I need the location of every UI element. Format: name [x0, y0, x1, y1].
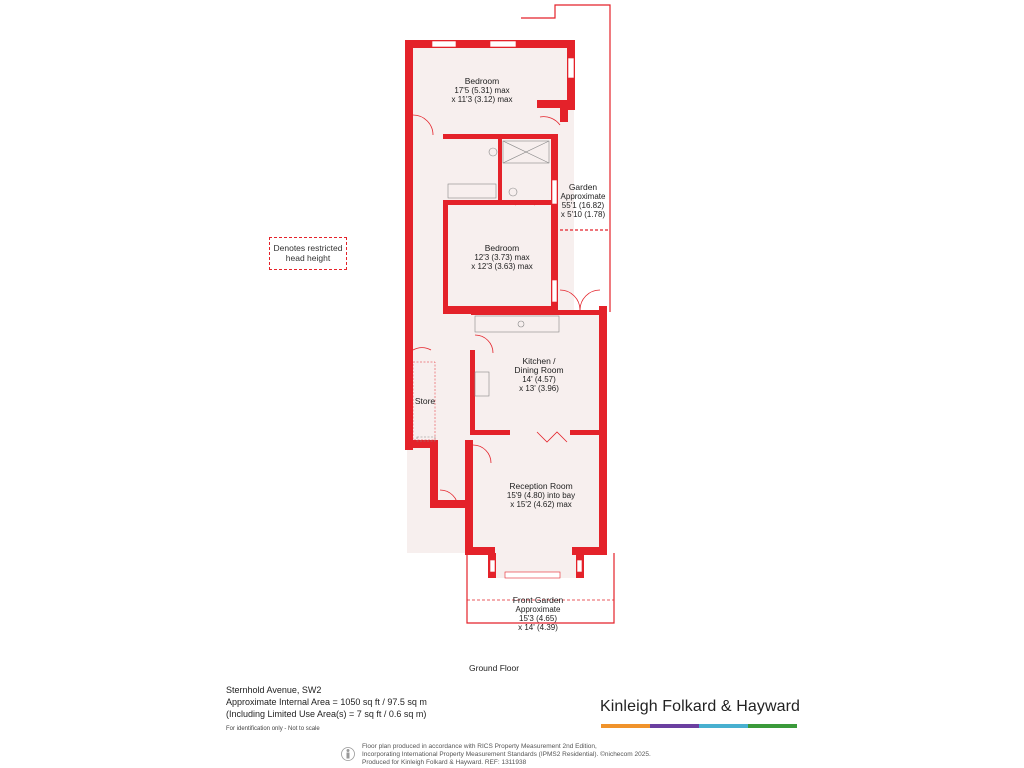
front-garden-name1: Front Garden — [512, 595, 564, 605]
kitchen-name2: Dining Room — [514, 365, 564, 375]
reception-dim2: x 15'2 (4.62) max — [510, 500, 572, 509]
internal-area: Approximate Internal Area = 1050 sq ft / 97.5 sq m — [226, 697, 427, 707]
front-garden-dim1: 15'3 (4.65) — [519, 614, 557, 623]
footer-line1: Floor plan produced in accordance with RICS Property Measurement 2nd Edition, — [362, 743, 597, 750]
floor-label: Ground Floor — [469, 663, 520, 673]
footer-text — [362, 743, 651, 767]
garden-name1: Garden — [568, 182, 598, 192]
bedroom2-dim1: 12'3 (3.73) max — [474, 253, 530, 262]
bedroom1-dim2: x 11'3 (3.12) max — [451, 95, 513, 104]
person-icon — [341, 743, 355, 765]
property-info — [226, 684, 427, 735]
garden-dim2: x 5'10 (1.78) — [560, 210, 606, 219]
bedroom1-dim1: 17'5 (5.31) max — [454, 86, 510, 95]
store-name: Store — [414, 396, 436, 406]
kitchen-dim1: 14' (4.57) — [522, 375, 556, 384]
bedroom2-dim2: x 12'3 (3.63) max — [471, 262, 533, 271]
front-garden-name2: Approximate — [515, 605, 561, 614]
bedroom2-name: Bedroom — [484, 243, 520, 253]
garden-name2: Approximate — [560, 192, 606, 201]
brand-bar-green — [748, 724, 797, 728]
brand-name: Kinleigh Folkard & Hayward — [600, 698, 801, 715]
brand-color-bar — [601, 724, 797, 728]
brand-bar-purple — [650, 724, 699, 728]
footer-line3: Produced for Kinleigh Folkard & Hayward. REF: 1311938 — [362, 759, 527, 766]
restricted-height-legend — [269, 237, 347, 270]
reception-dim1: 15'9 (4.80) into bay — [506, 491, 576, 500]
reception-name: Reception Room — [509, 481, 573, 491]
garden-dim1: 55'1 (16.82) — [561, 201, 605, 210]
address: Sternhold Avenue, SW2 — [226, 685, 322, 695]
front-garden-dim2: x 14' (4.39) — [518, 623, 558, 632]
identification-note: For identification only - Not to scale — [226, 726, 320, 732]
legend-line1: Denotes restricted — [273, 243, 343, 253]
bedroom1-name: Bedroom — [464, 76, 500, 86]
kitchen-dim2: x 13' (3.96) — [519, 384, 559, 393]
legend-line2: head height — [285, 253, 331, 263]
footer-line2: Incorporating International Property Measurement Standards (IPMS2 Residential). ©nichecom 2025. — [362, 751, 651, 758]
limited-area: (Including Limited Use Area(s) = 7 sq ft / 0.6 sq m) — [226, 709, 427, 719]
brand-bar-blue — [699, 724, 748, 728]
brand-bar-orange — [601, 724, 650, 728]
kitchen-name1: Kitchen / — [522, 356, 556, 366]
